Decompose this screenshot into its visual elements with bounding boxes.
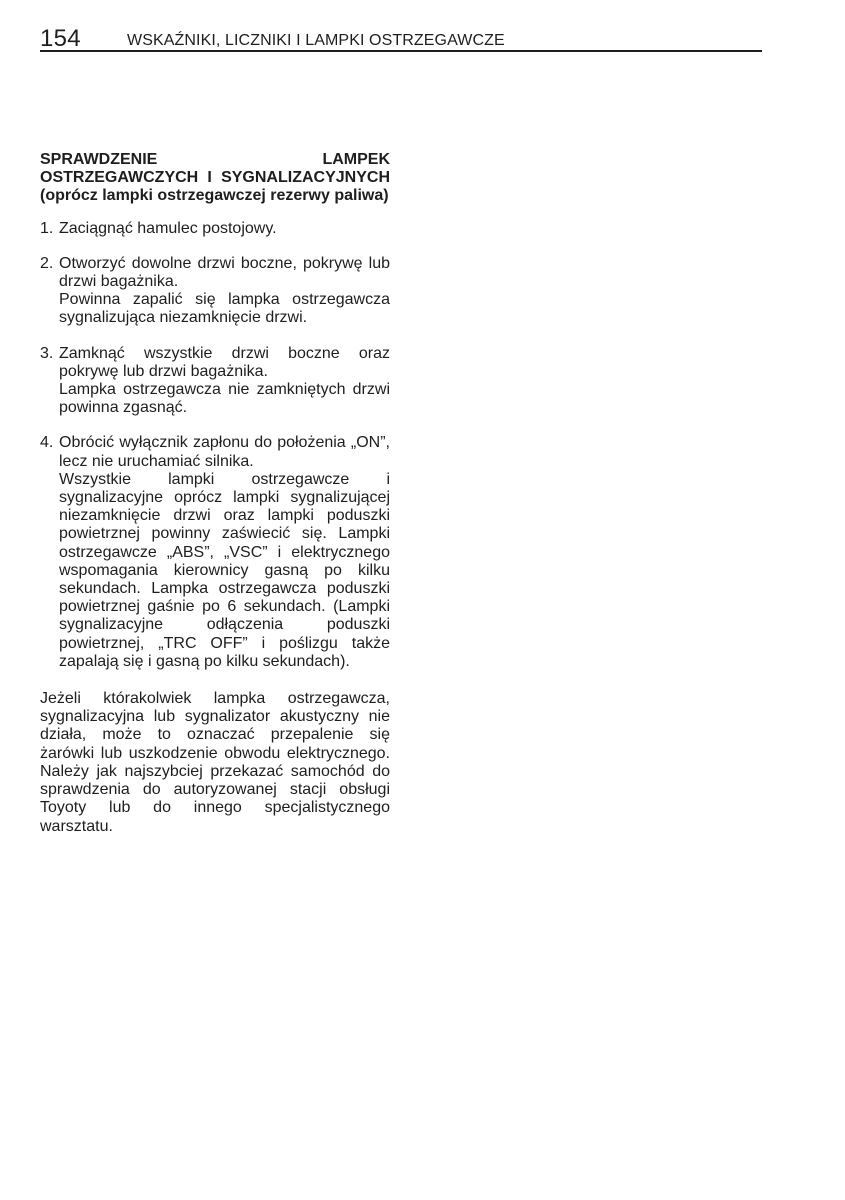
step-number: 2. [40,254,54,272]
step-note: Wszystkie lampki ostrzegawcze i sygnalizacyjne oprócz lampki sygnalizującej niezamknięcie drzwi oraz lampki poduszki powietrznej powinny zaświecić się. Lampki ostrzegawcze „ABS”, „VSC” i elektrycznego wspomagania kierownicy gasną po kilku sekundach. Lampka ostrzegawcza poduszki powietrznej gaśnie po 6 sekundach. (Lampki sygnalizacyjne odłączenia poduszki powietrznej, „TRC OFF” i poślizgu także zapalają się i gasną po kilku sekundach). [59,470,390,670]
step-note: Lampka ostrzegawcza nie zamkniętych drzwi powinna zgasnąć. [59,381,390,417]
step-note: Powinna zapalić się lampka ostrzegawcza sygnalizująca niezamknięcie drzwi. [59,291,390,327]
page-number: 154 [40,25,81,52]
step-instruction: Zaciągnąć hamulec postojowy. [59,219,277,237]
section-heading: SPRAWDZENIE LAMPEK OSTRZEGAWCZYCH I SYGNALIZACYJNYCH (oprócz lampki ostrzegawczej rezerwy paliwa) [40,151,390,205]
step-instruction: Otworzyć dowolne drzwi boczne, pokrywę lub drzwi bagażnika. [59,254,390,291]
closing-paragraph: Jeżeli którakolwiek lampka ostrzegawcza, sygnalizacyjna lub sygnalizator akustyczny nie działa, może to oznaczać przepalenie się żarówki lub uszkodzenie obwodu elektrycznego. Należy jak najszybciej przekazać samochód do sprawdzenia do autoryzowanej stacji obsługi Toyoty lub do innego specjalistycznego warsztatu. [40,690,390,835]
step-instruction: Obrócić wyłącznik zapłonu do położenia „ON”, lecz nie uruchamiać silnika. [59,434,390,470]
step-2 [40,255,390,328]
step-4 [40,434,390,671]
step-number: 1. [40,219,54,237]
header-rule [40,50,762,52]
step-1 [40,220,390,238]
step-instruction: Zamknąć wszystkie drzwi boczne oraz pokrywę lub drzwi bagażnika. [59,344,390,380]
step-3 [40,345,390,418]
running-header-title: WSKAŹNIKI, LICZNIKI I LAMPKI OSTRZEGAWCZE [127,32,505,49]
step-number: 4. [40,434,54,452]
step-number: 3. [40,344,54,362]
main-text-column [40,151,390,836]
